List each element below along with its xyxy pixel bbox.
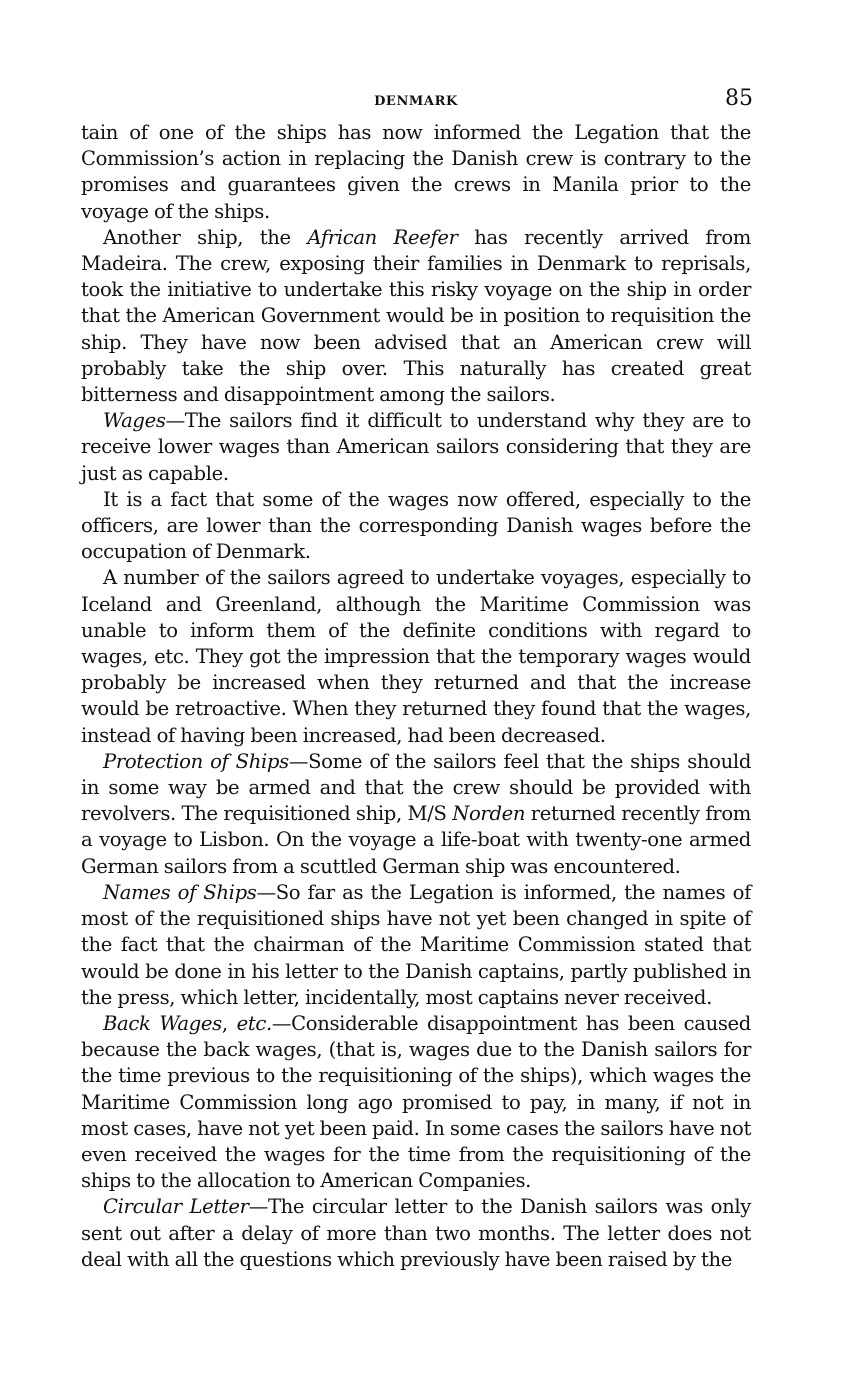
paragraph-back-wages	[81, 1011, 751, 1194]
body-text	[81, 120, 751, 1273]
paragraph-circular-letter	[81, 1194, 751, 1273]
paragraph-text: —Considerable disappointment has been caused because the back wages, (that is, wages due to the Danish sailors for the time previous to the requisitioning of the ships), which wages the Maritime Commission long ago promised to pay, in many, if not in most cases, have not yet been paid. In some cases the sailors have not even received the wages for the time from the requisitioning of the ships to the allocation to American Companies.	[81, 1011, 751, 1193]
paragraph-text: tain of one of the ships has now informed the Legation that the Commission’s action in replacing the Danish crew is contrary to the promises and guarantees given the crews in Manila prior to the voyage of the ships.	[81, 121, 751, 223]
section-heading-etc: etc.	[236, 1011, 272, 1035]
page-number: 85	[725, 86, 753, 111]
paragraph-continued	[81, 120, 751, 225]
ship-name-norden: Norden	[452, 802, 526, 826]
paragraph-text: returned recently from a voyage to Lisbon. On the voyage a life-boat with twenty-one armed German sailors from a scuttled German ship was encountered.	[81, 802, 751, 878]
paragraph-wages	[81, 408, 751, 487]
section-heading-protection-of-ships: Protection of Ships	[103, 749, 289, 773]
paragraph-text: has recently arrived from Madeira. The crew, exposing their families in Denmark to reprisals, took the initiative to undertake this risky voyage on the ship in order that the American Government would be in position to requisition the ship. They have now been advised that an American crew will probably take the ship over. This naturally has created great bitterness and disappointment among the sailors.	[81, 225, 751, 407]
paragraph-text: —So far as the Legation is informed, the names of most of the requisitioned ships have not yet been changed in spite of the fact that the chairman of the Maritime Commission stated that would be done in his letter to the Danish captains, partly published in the press, which letter, incidentally, most captains never received.	[81, 880, 751, 1009]
heading-separator: ,	[221, 1011, 237, 1035]
running-title: DENMARK	[374, 94, 458, 109]
section-heading-circular-letter: Circular Letter	[103, 1195, 249, 1219]
page-header	[81, 86, 751, 116]
paragraph-voyages	[81, 565, 751, 748]
paragraph-names-of-ships	[81, 880, 751, 1011]
document-page	[81, 86, 751, 1273]
paragraph-text: —Some of the sailors feel that the ships should in some way be armed and that the crew should be provided with revolvers. The requisitioned ship, M/S	[81, 749, 752, 826]
paragraph-protection-of-ships	[81, 749, 751, 880]
paragraph-text: A number of the sailors agreed to undertake voyages, especially to Iceland and Greenland, although the Maritime Commission was unable to inform them of the definite conditions with regard to wages, etc. They got the impression that the temporary wages would probably be increased when they returned and that the increase would be retroactive. When they returned they found that the wages, instead of having been increased, had been decreased.	[81, 566, 751, 747]
paragraph-text: —The circular letter to the Danish sailors was only sent out after a delay of more than two months. The letter does not deal with all the questions which previously have been raised by the	[81, 1195, 752, 1271]
section-heading-wages: Wages	[103, 409, 166, 433]
section-heading-back-wages: Back Wages	[103, 1011, 222, 1035]
ship-name-african-reefer: African Reefer	[307, 225, 458, 249]
paragraph-text: It is a fact that some of the wages now offered, especially to the officers, are lower than the corresponding Danish wages before the occupation of Denmark.	[81, 487, 751, 564]
section-heading-names-of-ships: Names of Ships	[103, 880, 257, 904]
paragraph-african-reefer	[81, 225, 751, 408]
paragraph-officers-wages	[81, 487, 751, 566]
paragraph-lead: Another ship, the	[103, 225, 308, 249]
paragraph-text: —The sailors find it difficult to understand why they are to receive lower wages than American sailors considering that they are just as capable.	[81, 409, 751, 485]
